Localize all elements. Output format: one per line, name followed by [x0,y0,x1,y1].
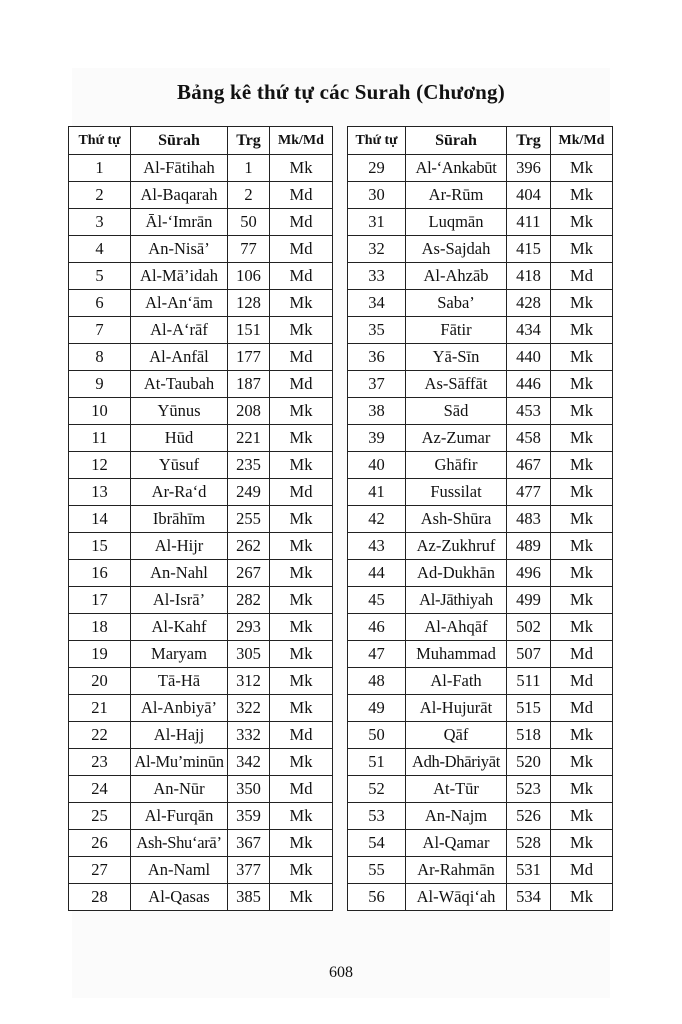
table-row [69,668,333,695]
cell-surah-name: Ghāfir [406,452,507,479]
cell-type: Mk [551,317,613,344]
cell-order: 36 [348,344,406,371]
cell-page: 523 [507,776,551,803]
cell-page: 418 [507,263,551,290]
cell-order: 5 [69,263,131,290]
cell-type: Md [270,371,333,398]
cell-surah-name: At-Tūr [406,776,507,803]
cell-page: 208 [228,398,270,425]
cell-order: 9 [69,371,131,398]
table-row [69,641,333,668]
cell-order: 17 [69,587,131,614]
cell-surah-name: As-Sajdah [406,236,507,263]
cell-order: 38 [348,398,406,425]
cell-type: Md [270,344,333,371]
cell-type: Md [270,722,333,749]
cell-page: 496 [507,560,551,587]
cell-page: 350 [228,776,270,803]
table-row [348,155,613,182]
cell-type: Mk [270,398,333,425]
table-row [348,803,613,830]
cell-type: Mk [270,425,333,452]
cell-order: 2 [69,182,131,209]
cell-surah-name: Sād [406,398,507,425]
table-row [348,182,613,209]
cell-surah-name: Yā-Sīn [406,344,507,371]
header-page: Trg [507,127,551,155]
cell-surah-name: Saba’ [406,290,507,317]
cell-type: Mk [551,614,613,641]
cell-order: 4 [69,236,131,263]
cell-page: 534 [507,884,551,911]
cell-page: 1 [228,155,270,182]
cell-page: 502 [507,614,551,641]
cell-type: Md [270,236,333,263]
cell-page: 359 [228,803,270,830]
cell-order: 30 [348,182,406,209]
cell-surah-name: Fussilat [406,479,507,506]
cell-type: Mk [551,155,613,182]
table-row [69,155,333,182]
cell-page: 520 [507,749,551,776]
cell-type: Mk [551,236,613,263]
cell-page: 50 [228,209,270,236]
table-row [69,533,333,560]
cell-surah-name: Al-An‘ām [131,290,228,317]
cell-page: 177 [228,344,270,371]
cell-order: 15 [69,533,131,560]
cell-order: 52 [348,776,406,803]
cell-type: Md [270,263,333,290]
cell-page: 483 [507,506,551,533]
cell-surah-name: Al-Hajj [131,722,228,749]
table-row [69,614,333,641]
cell-page: 507 [507,641,551,668]
cell-order: 24 [69,776,131,803]
cell-page: 332 [228,722,270,749]
cell-surah-name: Al-Jāthiyah [406,587,507,614]
table-row [69,830,333,857]
cell-page: 434 [507,317,551,344]
cell-type: Mk [551,749,613,776]
cell-order: 43 [348,533,406,560]
cell-surah-name: Muhammad [406,641,507,668]
cell-order: 20 [69,668,131,695]
cell-page: 77 [228,236,270,263]
cell-type: Md [551,263,613,290]
cell-page: 385 [228,884,270,911]
surah-table-left [68,126,333,911]
table-row [69,452,333,479]
cell-surah-name: At-Taubah [131,371,228,398]
cell-surah-name: Ar-Rūm [406,182,507,209]
cell-page: 528 [507,830,551,857]
cell-order: 33 [348,263,406,290]
cell-type: Mk [551,452,613,479]
cell-type: Mk [551,182,613,209]
cell-order: 48 [348,668,406,695]
cell-surah-name: An-Najm [406,803,507,830]
cell-type: Mk [551,371,613,398]
table-row [69,884,333,911]
cell-type: Md [551,668,613,695]
cell-surah-name: Al-Kahf [131,614,228,641]
table-row [348,506,613,533]
table-row [348,479,613,506]
header-order: Thứ tự [348,127,406,155]
cell-type: Mk [270,614,333,641]
header-surah: Sūrah [131,127,228,155]
cell-surah-name: Luqmān [406,209,507,236]
cell-order: 31 [348,209,406,236]
cell-surah-name: Ash-Shūra [406,506,507,533]
cell-type: Mk [551,533,613,560]
table-row [348,371,613,398]
cell-surah-name: Āl-‘Imrān [131,209,228,236]
table-row [69,695,333,722]
cell-type: Mk [551,506,613,533]
cell-surah-name: Ash-Shu‘arā’ [131,830,228,857]
table-row [348,452,613,479]
header-surah: Sūrah [406,127,507,155]
table-row [348,776,613,803]
cell-page: 322 [228,695,270,722]
cell-page: 312 [228,668,270,695]
cell-order: 56 [348,884,406,911]
cell-page: 342 [228,749,270,776]
table-row [69,425,333,452]
table-row [69,236,333,263]
cell-order: 53 [348,803,406,830]
cell-surah-name: Al-‘Ankabūt [406,155,507,182]
table-row [69,479,333,506]
cell-page: 267 [228,560,270,587]
cell-order: 51 [348,749,406,776]
cell-surah-name: Al-Anfāl [131,344,228,371]
cell-type: Mk [551,209,613,236]
table-row [69,857,333,884]
cell-surah-name: Al-Baqarah [131,182,228,209]
cell-order: 16 [69,560,131,587]
cell-type: Mk [270,803,333,830]
cell-surah-name: Al-Ahqāf [406,614,507,641]
page-title: Bảng kê thứ tự các Surah (Chương) [177,80,505,104]
cell-order: 6 [69,290,131,317]
cell-surah-name: Al-Wāqi‘ah [406,884,507,911]
cell-type: Mk [551,803,613,830]
cell-order: 41 [348,479,406,506]
cell-order: 28 [69,884,131,911]
table-row [69,506,333,533]
cell-surah-name: As-Sāffāt [406,371,507,398]
cell-page: 282 [228,587,270,614]
cell-order: 21 [69,695,131,722]
cell-order: 32 [348,236,406,263]
cell-type: Mk [270,452,333,479]
cell-page: 151 [228,317,270,344]
cell-type: Mk [551,587,613,614]
cell-type: Mk [270,587,333,614]
cell-order: 27 [69,857,131,884]
table-row [348,857,613,884]
table-row [348,695,613,722]
cell-type: Mk [270,317,333,344]
table-row [348,290,613,317]
cell-surah-name: Al-Fath [406,668,507,695]
cell-page: 440 [507,344,551,371]
cell-order: 44 [348,560,406,587]
cell-type: Mk [551,776,613,803]
cell-page: 293 [228,614,270,641]
cell-surah-name: Al-A‘rāf [131,317,228,344]
table-row [348,587,613,614]
cell-surah-name: Ibrāhīm [131,506,228,533]
table-row [348,236,613,263]
table-header-row [69,127,333,155]
table-row [69,344,333,371]
table-row [348,317,613,344]
table-row [348,263,613,290]
cell-page: 221 [228,425,270,452]
table-row [348,209,613,236]
cell-order: 22 [69,722,131,749]
table-row [348,344,613,371]
cell-order: 39 [348,425,406,452]
table-row [348,614,613,641]
cell-page: 415 [507,236,551,263]
cell-order: 26 [69,830,131,857]
cell-surah-name: Al-Hijr [131,533,228,560]
cell-type: Mk [551,884,613,911]
cell-type: Mk [270,155,333,182]
cell-type: Mk [270,884,333,911]
cell-order: 40 [348,452,406,479]
table-row [348,830,613,857]
cell-order: 1 [69,155,131,182]
header-type: Mk/Md [270,127,333,155]
cell-type: Mk [270,749,333,776]
cell-surah-name: Al-Qamar [406,830,507,857]
cell-surah-name: Al-Mu’minūn [131,749,228,776]
cell-order: 3 [69,209,131,236]
table-row [348,722,613,749]
cell-type: Md [270,776,333,803]
cell-type: Mk [551,830,613,857]
cell-page: 377 [228,857,270,884]
cell-type: Md [551,857,613,884]
table-row [348,560,613,587]
cell-type: Mk [551,560,613,587]
table-row [348,884,613,911]
cell-surah-name: Al-Anbiyā’ [131,695,228,722]
cell-order: 42 [348,506,406,533]
table-row [69,317,333,344]
table-row [69,398,333,425]
cell-surah-name: An-Nūr [131,776,228,803]
table-row [69,587,333,614]
cell-type: Mk [270,830,333,857]
table-row [69,560,333,587]
cell-type: Mk [551,398,613,425]
cell-page: 2 [228,182,270,209]
cell-surah-name: Az-Zukhruf [406,533,507,560]
cell-order: 35 [348,317,406,344]
table-row [348,749,613,776]
cell-page: 187 [228,371,270,398]
cell-page: 531 [507,857,551,884]
cell-surah-name: Al-Fātihah [131,155,228,182]
cell-page: 396 [507,155,551,182]
table-row [348,668,613,695]
table-header-row [348,127,613,155]
header-order: Thứ tự [69,127,131,155]
cell-order: 23 [69,749,131,776]
table-row [69,776,333,803]
cell-order: 13 [69,479,131,506]
cell-surah-name: Al-Furqān [131,803,228,830]
cell-page: 262 [228,533,270,560]
cell-type: Mk [551,722,613,749]
table-row [69,182,333,209]
table-row [348,641,613,668]
cell-order: 19 [69,641,131,668]
table-row [69,209,333,236]
table-row [348,425,613,452]
cell-type: Mk [270,695,333,722]
cell-surah-name: Al-Qasas [131,884,228,911]
cell-order: 7 [69,317,131,344]
table-row [69,722,333,749]
header-page: Trg [228,127,270,155]
cell-surah-name: An-Nahl [131,560,228,587]
table-row [69,371,333,398]
cell-order: 49 [348,695,406,722]
cell-surah-name: Al-Ahzāb [406,263,507,290]
cell-page: 526 [507,803,551,830]
cell-page: 458 [507,425,551,452]
cell-surah-name: Adh-Dhāriyāt [406,749,507,776]
cell-page: 499 [507,587,551,614]
cell-type: Mk [270,641,333,668]
cell-order: 25 [69,803,131,830]
cell-type: Mk [270,290,333,317]
cell-type: Md [270,479,333,506]
cell-page: 489 [507,533,551,560]
cell-order: 10 [69,398,131,425]
cell-type: Md [270,182,333,209]
cell-surah-name: Maryam [131,641,228,668]
cell-type: Mk [551,479,613,506]
table-row [348,398,613,425]
cell-surah-name: Hūd [131,425,228,452]
cell-page: 106 [228,263,270,290]
cell-surah-name: Ad-Dukhān [406,560,507,587]
cell-type: Mk [551,344,613,371]
cell-type: Md [270,209,333,236]
cell-page: 305 [228,641,270,668]
cell-type: Mk [551,425,613,452]
cell-surah-name: Yūnus [131,398,228,425]
table-row [69,290,333,317]
cell-surah-name: Ar-Rahmān [406,857,507,884]
header-type: Mk/Md [551,127,613,155]
cell-order: 54 [348,830,406,857]
cell-surah-name: Yūsuf [131,452,228,479]
cell-order: 34 [348,290,406,317]
cell-page: 411 [507,209,551,236]
cell-type: Mk [270,533,333,560]
table-row [348,533,613,560]
cell-page: 518 [507,722,551,749]
cell-type: Mk [270,506,333,533]
cell-surah-name: Fātir [406,317,507,344]
cell-surah-name: Al-Hujurāt [406,695,507,722]
cell-type: Mk [270,560,333,587]
table-row [69,263,333,290]
cell-page: 446 [507,371,551,398]
cell-order: 47 [348,641,406,668]
cell-order: 12 [69,452,131,479]
cell-page: 477 [507,479,551,506]
cell-type: Mk [270,668,333,695]
cell-type: Md [551,695,613,722]
table-row [69,749,333,776]
cell-page: 404 [507,182,551,209]
cell-order: 37 [348,371,406,398]
cell-page: 467 [507,452,551,479]
cell-surah-name: Tā-Hā [131,668,228,695]
cell-page: 453 [507,398,551,425]
cell-page: 367 [228,830,270,857]
cell-surah-name: An-Nisā’ [131,236,228,263]
cell-surah-name: Qāf [406,722,507,749]
cell-surah-name: An-Naml [131,857,228,884]
cell-type: Mk [551,290,613,317]
cell-order: 50 [348,722,406,749]
cell-order: 18 [69,614,131,641]
surah-table-right [347,126,613,911]
cell-type: Md [551,641,613,668]
cell-page: 515 [507,695,551,722]
page-number: 608 [329,964,353,981]
cell-surah-name: Al-Isrā’ [131,587,228,614]
cell-order: 29 [348,155,406,182]
cell-page: 235 [228,452,270,479]
cell-surah-name: Az-Zumar [406,425,507,452]
cell-page: 255 [228,506,270,533]
cell-surah-name: Al-Mā’idah [131,263,228,290]
cell-order: 46 [348,614,406,641]
cell-page: 128 [228,290,270,317]
cell-order: 8 [69,344,131,371]
cell-order: 14 [69,506,131,533]
cell-order: 55 [348,857,406,884]
cell-order: 11 [69,425,131,452]
cell-surah-name: Ar-Ra‘d [131,479,228,506]
table-row [69,803,333,830]
cell-page: 428 [507,290,551,317]
cell-type: Mk [270,857,333,884]
cell-page: 511 [507,668,551,695]
cell-page: 249 [228,479,270,506]
cell-order: 45 [348,587,406,614]
